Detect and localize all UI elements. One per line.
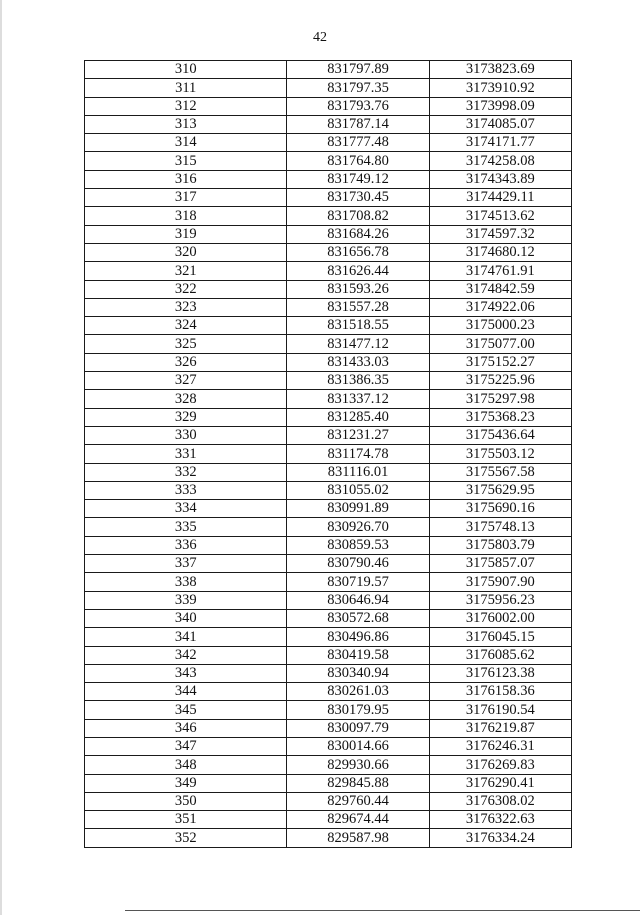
table-row <box>85 262 572 280</box>
coordinate-table-body <box>85 61 572 848</box>
point-number-cell: 325 <box>85 335 287 353</box>
table-row <box>85 609 572 627</box>
point-number-cell: 332 <box>85 463 287 481</box>
x-coordinate-cell: 830419.58 <box>287 646 429 664</box>
table-row <box>85 280 572 298</box>
table-row <box>85 445 572 463</box>
y-coordinate-cell: 3176045.15 <box>429 628 571 646</box>
x-coordinate-cell: 831684.26 <box>287 225 429 243</box>
table-row <box>85 756 572 774</box>
point-number-cell: 319 <box>85 225 287 243</box>
y-coordinate-cell: 3176123.38 <box>429 664 571 682</box>
table-row <box>85 701 572 719</box>
page-edge-shadow <box>0 0 2 915</box>
point-number-cell: 312 <box>85 97 287 115</box>
y-coordinate-cell: 3175077.00 <box>429 335 571 353</box>
y-coordinate-cell: 3174922.06 <box>429 298 571 316</box>
table-row <box>85 115 572 133</box>
y-coordinate-cell: 3175436.64 <box>429 426 571 444</box>
y-coordinate-cell: 3176322.63 <box>429 811 571 829</box>
table-row <box>85 811 572 829</box>
x-coordinate-cell: 831777.48 <box>287 134 429 152</box>
y-coordinate-cell: 3175803.79 <box>429 536 571 554</box>
point-number-cell: 334 <box>85 500 287 518</box>
table-row <box>85 573 572 591</box>
y-coordinate-cell: 3176190.54 <box>429 701 571 719</box>
point-number-cell: 339 <box>85 591 287 609</box>
x-coordinate-cell: 831231.27 <box>287 426 429 444</box>
y-coordinate-cell: 3175907.90 <box>429 573 571 591</box>
y-coordinate-cell: 3176085.62 <box>429 646 571 664</box>
x-coordinate-cell: 831174.78 <box>287 445 429 463</box>
x-coordinate-cell: 831730.45 <box>287 189 429 207</box>
table-row <box>85 134 572 152</box>
y-coordinate-cell: 3174085.07 <box>429 115 571 133</box>
y-coordinate-cell: 3174597.32 <box>429 225 571 243</box>
point-number-cell: 340 <box>85 609 287 627</box>
y-coordinate-cell: 3175690.16 <box>429 500 571 518</box>
table-row <box>85 372 572 390</box>
y-coordinate-cell: 3173910.92 <box>429 79 571 97</box>
table-row <box>85 792 572 810</box>
x-coordinate-cell: 829930.66 <box>287 756 429 774</box>
table-row <box>85 335 572 353</box>
y-coordinate-cell: 3174761.91 <box>429 262 571 280</box>
table-row <box>85 61 572 79</box>
x-coordinate-cell: 830179.95 <box>287 701 429 719</box>
table-row <box>85 225 572 243</box>
x-coordinate-cell: 829674.44 <box>287 811 429 829</box>
x-coordinate-cell: 831285.40 <box>287 408 429 426</box>
x-coordinate-cell: 831793.76 <box>287 97 429 115</box>
y-coordinate-cell: 3176158.36 <box>429 683 571 701</box>
bottom-rule <box>125 910 640 911</box>
table-row <box>85 719 572 737</box>
y-coordinate-cell: 3174680.12 <box>429 243 571 261</box>
y-coordinate-cell: 3176308.02 <box>429 792 571 810</box>
y-coordinate-cell: 3176246.31 <box>429 737 571 755</box>
table-row <box>85 390 572 408</box>
table-row <box>85 774 572 792</box>
table-row <box>85 500 572 518</box>
table-row <box>85 463 572 481</box>
table-row <box>85 298 572 316</box>
point-number-cell: 322 <box>85 280 287 298</box>
x-coordinate-cell: 831116.01 <box>287 463 429 481</box>
table-row <box>85 207 572 225</box>
x-coordinate-cell: 831477.12 <box>287 335 429 353</box>
point-number-cell: 318 <box>85 207 287 225</box>
point-number-cell: 331 <box>85 445 287 463</box>
y-coordinate-cell: 3174343.89 <box>429 170 571 188</box>
table-row <box>85 152 572 170</box>
x-coordinate-cell: 831386.35 <box>287 372 429 390</box>
point-number-cell: 337 <box>85 555 287 573</box>
point-number-cell: 335 <box>85 518 287 536</box>
table-row <box>85 79 572 97</box>
table-row <box>85 317 572 335</box>
y-coordinate-cell: 3173823.69 <box>429 61 571 79</box>
table-row <box>85 189 572 207</box>
point-number-cell: 346 <box>85 719 287 737</box>
y-coordinate-cell: 3174513.62 <box>429 207 571 225</box>
table-row <box>85 97 572 115</box>
point-number-cell: 313 <box>85 115 287 133</box>
x-coordinate-cell: 830790.46 <box>287 555 429 573</box>
y-coordinate-cell: 3176269.83 <box>429 756 571 774</box>
point-number-cell: 328 <box>85 390 287 408</box>
table-row <box>85 353 572 371</box>
y-coordinate-cell: 3175000.23 <box>429 317 571 335</box>
x-coordinate-cell: 830572.68 <box>287 609 429 627</box>
y-coordinate-cell: 3174429.11 <box>429 189 571 207</box>
point-number-cell: 351 <box>85 811 287 829</box>
point-number-cell: 338 <box>85 573 287 591</box>
x-coordinate-cell: 830014.66 <box>287 737 429 755</box>
y-coordinate-cell: 3175956.23 <box>429 591 571 609</box>
x-coordinate-cell: 831797.35 <box>287 79 429 97</box>
y-coordinate-cell: 3175225.96 <box>429 372 571 390</box>
x-coordinate-cell: 831433.03 <box>287 353 429 371</box>
table-row <box>85 170 572 188</box>
x-coordinate-cell: 830097.79 <box>287 719 429 737</box>
x-coordinate-cell: 829845.88 <box>287 774 429 792</box>
point-number-cell: 314 <box>85 134 287 152</box>
y-coordinate-cell: 3175152.27 <box>429 353 571 371</box>
y-coordinate-cell: 3176334.24 <box>429 829 571 847</box>
table-row <box>85 591 572 609</box>
y-coordinate-cell: 3175748.13 <box>429 518 571 536</box>
point-number-cell: 317 <box>85 189 287 207</box>
y-coordinate-cell: 3175503.12 <box>429 445 571 463</box>
x-coordinate-cell: 831557.28 <box>287 298 429 316</box>
x-coordinate-cell: 831518.55 <box>287 317 429 335</box>
x-coordinate-cell: 830719.57 <box>287 573 429 591</box>
point-number-cell: 345 <box>85 701 287 719</box>
table-row <box>85 829 572 847</box>
y-coordinate-cell: 3175368.23 <box>429 408 571 426</box>
point-number-cell: 323 <box>85 298 287 316</box>
y-coordinate-cell: 3174171.77 <box>429 134 571 152</box>
point-number-cell: 344 <box>85 683 287 701</box>
table-row <box>85 737 572 755</box>
table-row <box>85 518 572 536</box>
y-coordinate-cell: 3175567.58 <box>429 463 571 481</box>
y-coordinate-cell: 3174258.08 <box>429 152 571 170</box>
point-number-cell: 342 <box>85 646 287 664</box>
x-coordinate-cell: 830859.53 <box>287 536 429 554</box>
point-number-cell: 349 <box>85 774 287 792</box>
table-row <box>85 481 572 499</box>
point-number-cell: 347 <box>85 737 287 755</box>
table-row <box>85 664 572 682</box>
point-number-cell: 336 <box>85 536 287 554</box>
x-coordinate-cell: 831797.89 <box>287 61 429 79</box>
point-number-cell: 327 <box>85 372 287 390</box>
y-coordinate-cell: 3175857.07 <box>429 555 571 573</box>
y-coordinate-cell: 3176219.87 <box>429 719 571 737</box>
page-number: 42 <box>313 30 327 45</box>
y-coordinate-cell: 3174842.59 <box>429 280 571 298</box>
y-coordinate-cell: 3176002.00 <box>429 609 571 627</box>
x-coordinate-cell: 831764.80 <box>287 152 429 170</box>
table-row <box>85 426 572 444</box>
point-number-cell: 330 <box>85 426 287 444</box>
table-row <box>85 536 572 554</box>
point-number-cell: 321 <box>85 262 287 280</box>
x-coordinate-cell: 830646.94 <box>287 591 429 609</box>
x-coordinate-cell: 831337.12 <box>287 390 429 408</box>
table-row <box>85 408 572 426</box>
point-number-cell: 333 <box>85 481 287 499</box>
point-number-cell: 320 <box>85 243 287 261</box>
point-number-cell: 350 <box>85 792 287 810</box>
point-number-cell: 326 <box>85 353 287 371</box>
x-coordinate-cell: 829587.98 <box>287 829 429 847</box>
table-row <box>85 555 572 573</box>
point-number-cell: 315 <box>85 152 287 170</box>
x-coordinate-cell: 831749.12 <box>287 170 429 188</box>
x-coordinate-cell: 829760.44 <box>287 792 429 810</box>
y-coordinate-cell: 3176290.41 <box>429 774 571 792</box>
x-coordinate-cell: 830991.89 <box>287 500 429 518</box>
y-coordinate-cell: 3173998.09 <box>429 97 571 115</box>
point-number-cell: 341 <box>85 628 287 646</box>
x-coordinate-cell: 831055.02 <box>287 481 429 499</box>
x-coordinate-cell: 831593.26 <box>287 280 429 298</box>
point-number-cell: 310 <box>85 61 287 79</box>
point-number-cell: 324 <box>85 317 287 335</box>
y-coordinate-cell: 3175297.98 <box>429 390 571 408</box>
x-coordinate-cell: 830926.70 <box>287 518 429 536</box>
x-coordinate-cell: 831787.14 <box>287 115 429 133</box>
point-number-cell: 348 <box>85 756 287 774</box>
point-number-cell: 343 <box>85 664 287 682</box>
coordinate-table <box>84 60 572 848</box>
x-coordinate-cell: 831626.44 <box>287 262 429 280</box>
point-number-cell: 352 <box>85 829 287 847</box>
table-row <box>85 243 572 261</box>
x-coordinate-cell: 831656.78 <box>287 243 429 261</box>
table-row <box>85 628 572 646</box>
y-coordinate-cell: 3175629.95 <box>429 481 571 499</box>
table-row <box>85 646 572 664</box>
x-coordinate-cell: 830496.86 <box>287 628 429 646</box>
x-coordinate-cell: 830261.03 <box>287 683 429 701</box>
table-row <box>85 683 572 701</box>
x-coordinate-cell: 830340.94 <box>287 664 429 682</box>
point-number-cell: 316 <box>85 170 287 188</box>
point-number-cell: 329 <box>85 408 287 426</box>
point-number-cell: 311 <box>85 79 287 97</box>
x-coordinate-cell: 831708.82 <box>287 207 429 225</box>
